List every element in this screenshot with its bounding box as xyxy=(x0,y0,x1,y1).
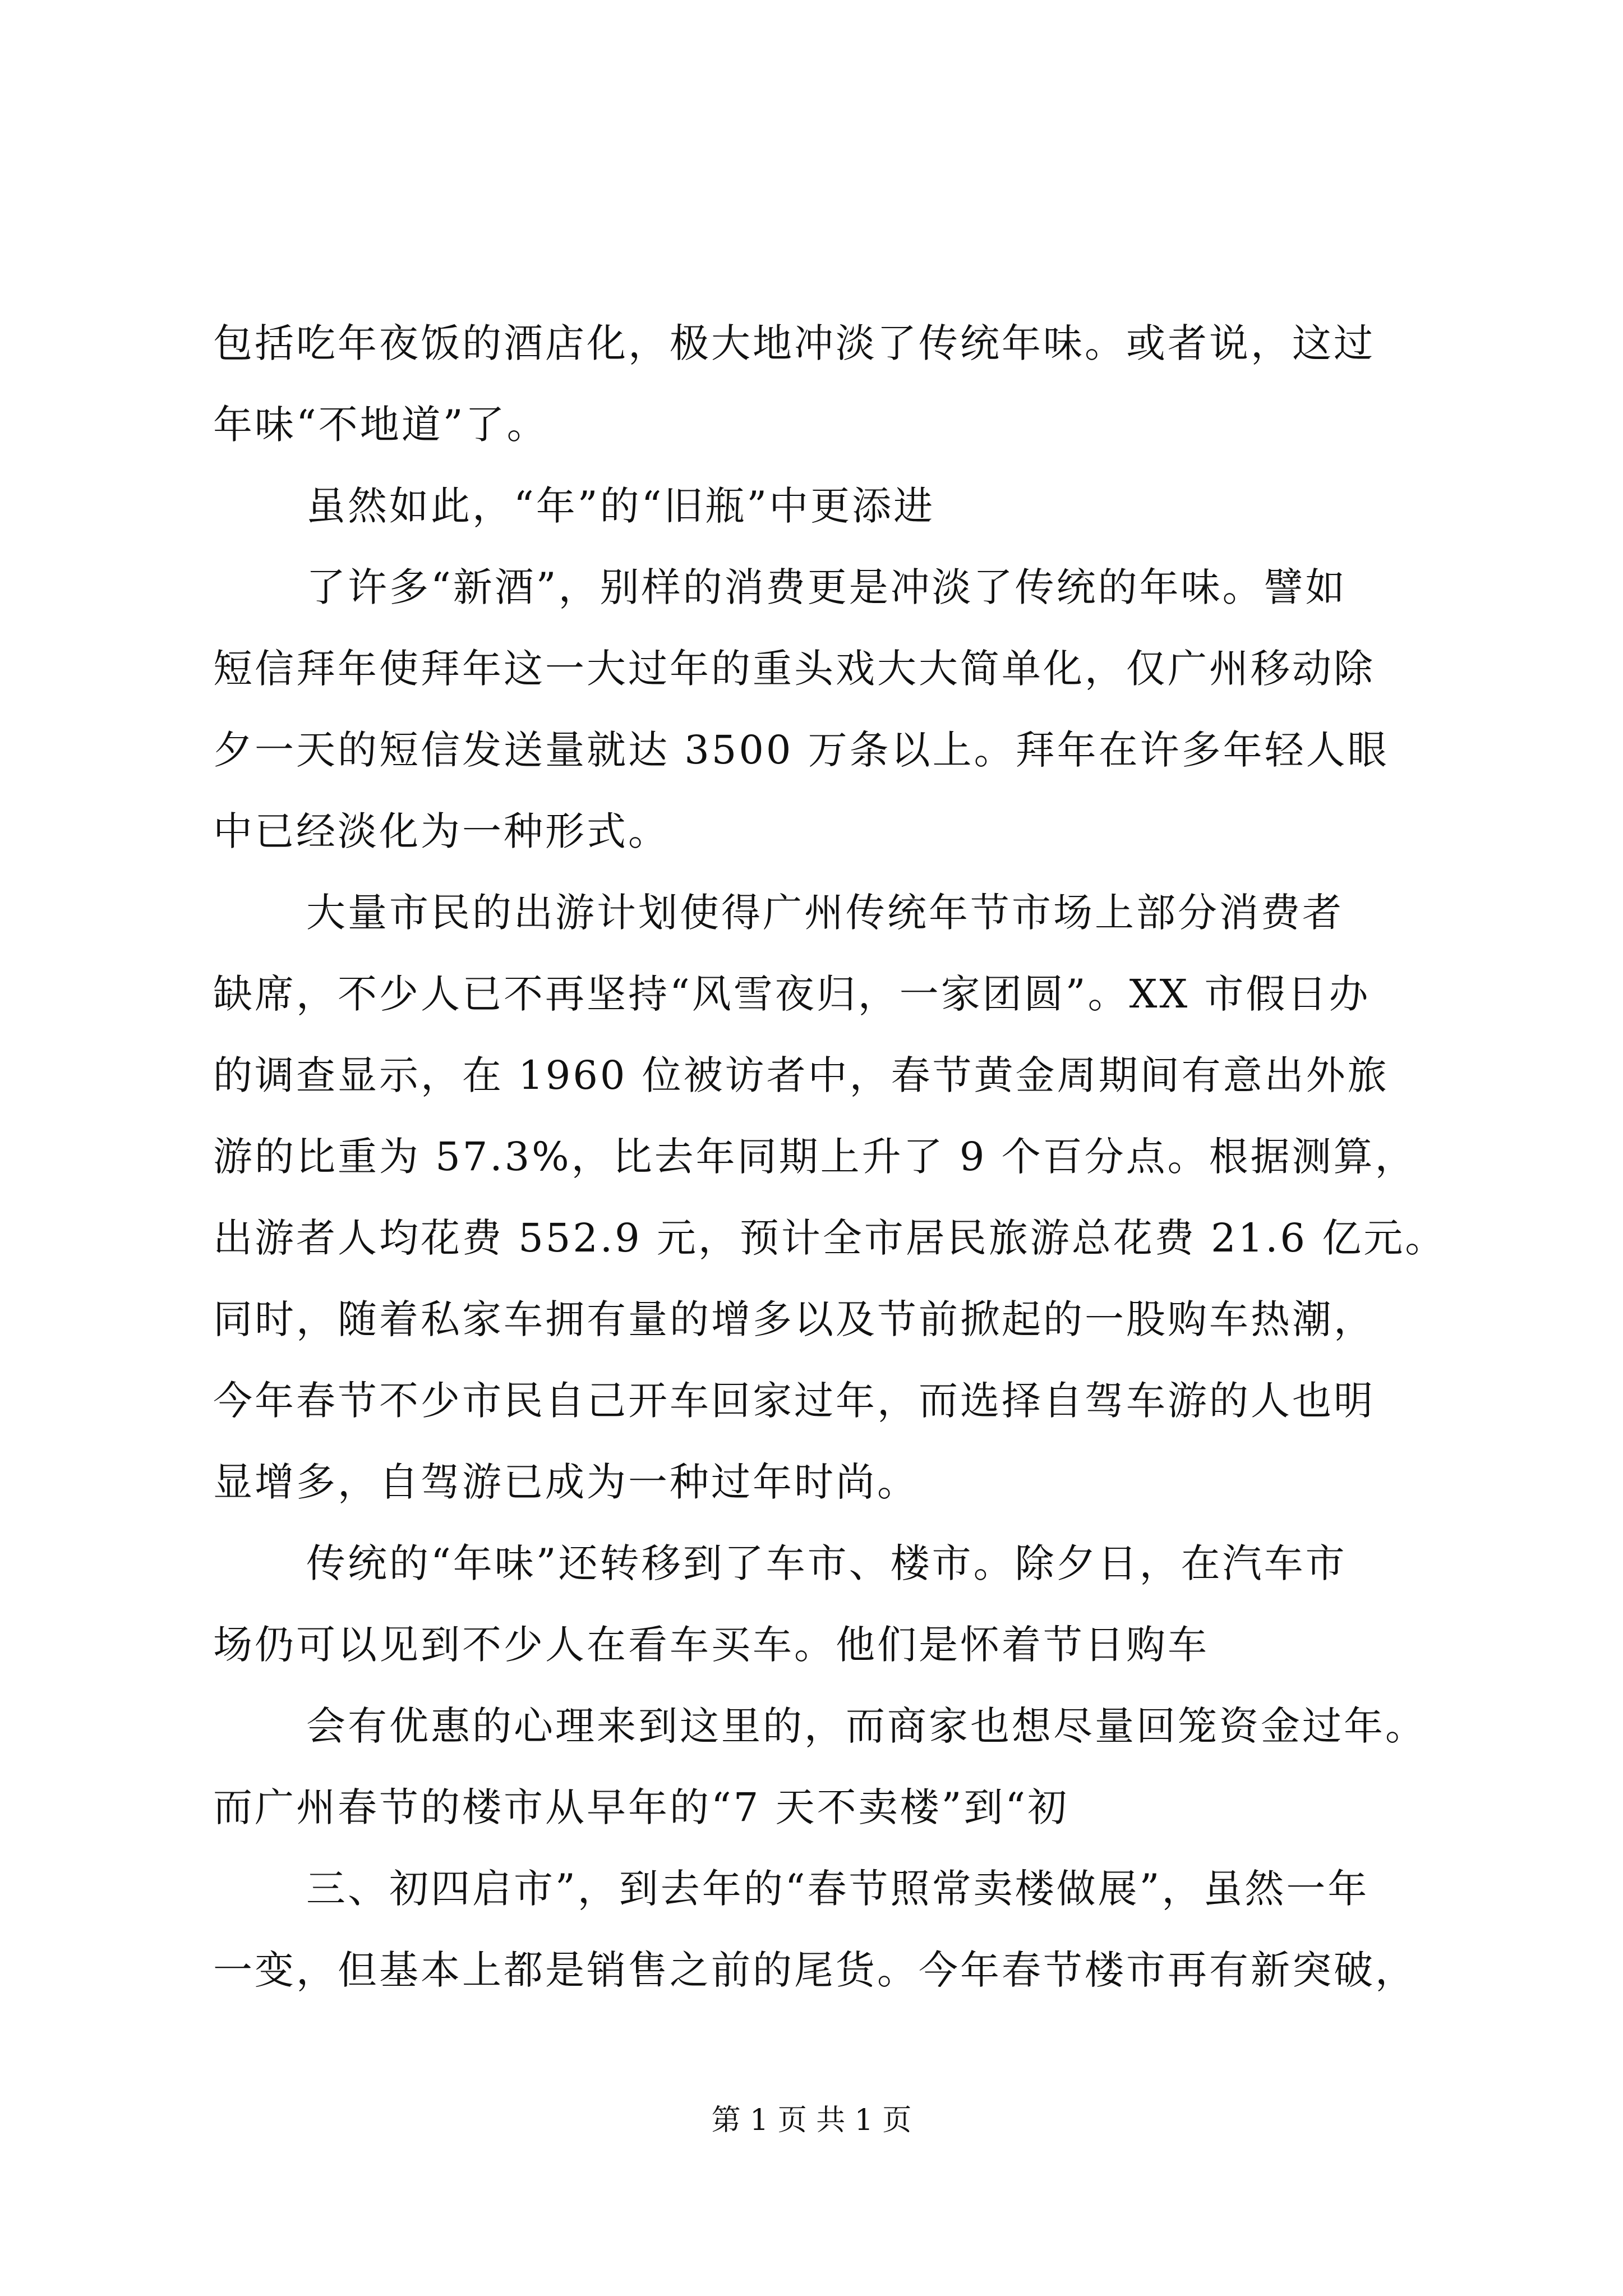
text-line: 显增多，自驾游已成为一种过年时尚。 xyxy=(213,1459,919,1505)
text-line: 同时，随着私家车拥有量的增多以及节前掀起的一股购车热潮， xyxy=(213,1296,1375,1342)
page-number-label: 第 1 页 共 1 页 xyxy=(711,2104,912,2137)
text-line: 了许多“新酒”，别样的消费更是冲淡了传统的年味。譬如 xyxy=(306,564,1347,610)
text-line: 会有优惠的心理来到这里的，而商家也想尽量回笼资金过年。 xyxy=(306,1703,1427,1749)
page-footer xyxy=(0,2101,1623,2140)
text-line: 出游者人均花费 552.9 元，预计全市居民旅游总花费 21.6 亿元。 xyxy=(213,1215,1447,1261)
text-line: 一变，但基本上都是销售之前的尾货。今年春节楼市再有新突破， xyxy=(213,1947,1417,1993)
text-line: 短信拜年使拜年这一大过年的重头戏大大简单化，仅广州移动除 xyxy=(213,646,1375,692)
text-line: 包括吃年夜饭的酒店化，极大地冲淡了传统年味。或者说，这过 xyxy=(213,320,1375,366)
text-line: 而广州春节的楼市从早年的“7 天不卖楼”到“初 xyxy=(213,1784,1069,1830)
text-line: 虽然如此，“年”的“旧瓶”中更添进 xyxy=(306,483,935,529)
text-line: 大量市民的出游计划使得广州传统年节市场上部分消费者 xyxy=(306,890,1344,936)
text-line: 今年春节不少市民自己开车回家过年，而选择自驾车游的人也明 xyxy=(213,1378,1375,1424)
text-line: 夕一天的短信发送量就达 3500 万条以上。拜年在许多年轻人眼 xyxy=(213,727,1389,773)
text-line: 三、初四启市”，到去年的“春节照常卖楼做展”，虽然一年 xyxy=(306,1866,1370,1912)
text-line: 的调查显示，在 1960 位被访者中，春节黄金周期间有意出外旅 xyxy=(213,1052,1389,1098)
body-text xyxy=(213,303,1447,2011)
text-line: 游的比重为 57.3%，比去年同期上升了 9 个百分点。根据测算， xyxy=(213,1134,1417,1180)
text-line: 年味“不地道”了。 xyxy=(213,402,548,448)
text-line: 传统的“年味”还转移到了车市、楼市。除夕日，在汽车市 xyxy=(306,1540,1347,1586)
text-line: 中已经淡化为一种形式。 xyxy=(213,808,670,854)
text-line: 缺席，不少人已不再坚持“风雪夜归，一家团圆”。XX 市假日办 xyxy=(213,971,1371,1017)
text-line: 场仍可以见到不少人在看车买车。他们是怀着节日购车 xyxy=(213,1622,1209,1668)
